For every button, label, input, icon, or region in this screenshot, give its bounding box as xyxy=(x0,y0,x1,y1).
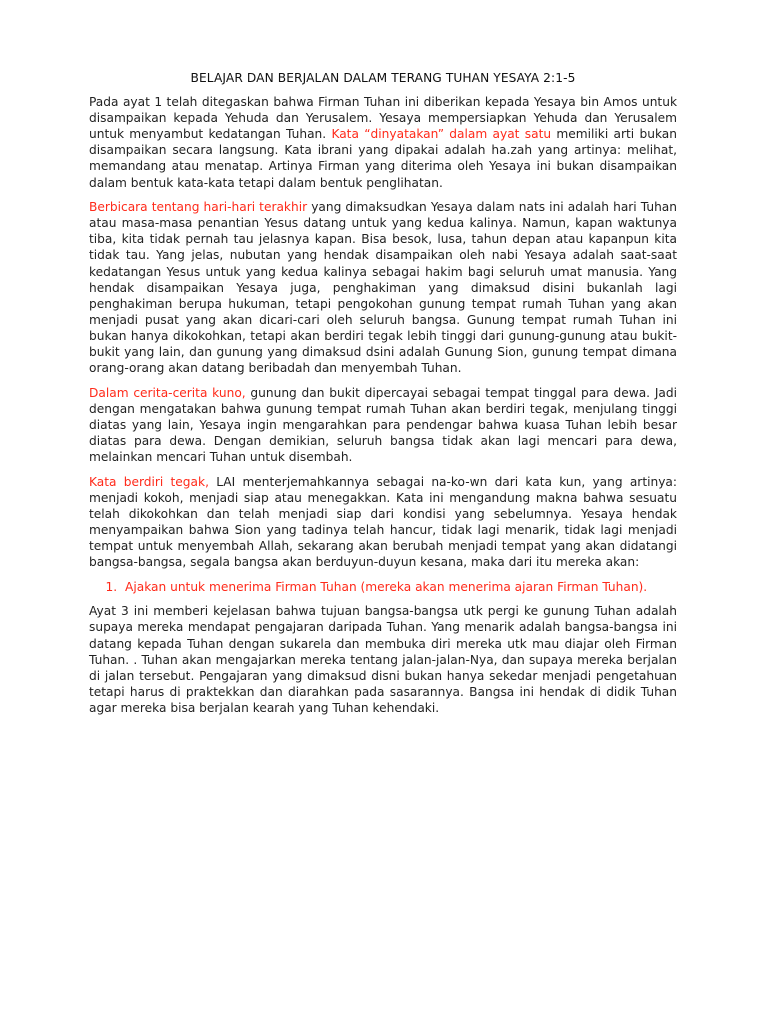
paragraph-4 xyxy=(89,474,677,571)
paragraph-4-text: LAI menterjemahkannya sebagai na-ko-wn dari kata kun, yang artinya: menjadi kokoh, menjadi siap atau menegakkan. Kata ini mengandung makna bahwa sesuatu telah dikokohkan dan telah menjadi siap dari kondisi yang sebelumnya. Yesaya hendak menyampaikan bahwa Sion yang tadinya telah hancur, tidak lagi menarik, tidak lagi menjadi tempat untuk menyembah Allah, sekarang akan berubah menjadi tempat yang akan didatangi bangsa-bangsa, segala bangsa akan berduyun-duyun kesana, maka dari itu mereka akan: xyxy=(89,474,677,570)
paragraph-4-lead: Kata berdiri tegak, xyxy=(89,474,209,489)
paragraph-3-lead: Dalam cerita-cerita kuno, xyxy=(89,385,246,400)
paragraph-1-text-after: memiliki arti bukan disampaikan secara langsung. Kata ibrani yang dipakai adalah ha.zah yang artinya: melihat, memandang atau menatap. Artinya Firman yang diterima oleh Yesaya ini bukan disampaikan dalam bentuk kata-kata tetapi dalam bentuk penglihatan. xyxy=(89,127,677,190)
paragraph-1 xyxy=(89,94,677,191)
list-item: 1. Ajakan untuk menerima Firman Tuhan (mereka akan menerima ajaran Firman Tuhan). xyxy=(121,579,677,595)
paragraph-1-text-before: Pada ayat 1 telah ditegaskan bahwa Firman Tuhan ini diberikan kepada Yesaya bin Amos untuk disampaikan kepada Yehuda dan Yerusalem. Yesaya mempersiapkan Yehuda dan Yerusalem untuk menyambut kedatangan Tuhan. xyxy=(89,95,677,142)
paragraph-3-text: gunung dan bukit dipercayai sebagai tempat tinggal para dewa. Jadi dengan mengatakan bahwa gunung tempat rumah Tuhan akan berdiri tegak, menjulang tinggi diatas yang lain, Yesaya ingin mengarahkan para pendengar bahwa kuasa Tuhan lebih besar diatas para dewa. Dengan demikian, seluruh bangsa tidak akan lagi mencari para dewa, melainkan mencari Tuhan untuk disembah. xyxy=(89,385,677,465)
closing-paragraph: Ayat 3 ini memberi kejelasan bahwa tujuan bangsa-bangsa utk pergi ke gunung Tuhan adalah supaya mereka mendapat pengajaran daripada Tuhan. Yang menarik adalah bangsa-bangsa ini datang kepada Tuhan dengan sukarela dan membuka diri mereka utk mau diajar oleh Firman Tuhan. . Tuhan akan mengajarkan mereka tentang jalan-jalan-Nya, dan supaya mereka berjalan di jalan tersebut. Pengajaran yang dimaksud disni bukan hanya sekedar menjadi pengetahuan tetapi harus di praktekkan dan diarahkan pada sasarannya. Bangsa ini hendak di didik Tuhan agar mereka bisa berjalan kearah yang Tuhan kehendaki. xyxy=(89,604,677,715)
document-title: BELAJAR DAN BERJALAN DALAM TERANG TUHAN YESAYA 2:1-5 xyxy=(190,71,576,85)
paragraph-2-lead: Berbicara tentang hari-hari terakhir xyxy=(89,200,308,215)
paragraph-2-text: yang dimaksudkan Yesaya dalam nats ini adalah hari Tuhan atau masa-masa penantian Yesus datang untuk yang kedua kalinya. Namun, kapan waktunya tiba, kita tidak pernah tau jelasnya kapan. Bisa besok, lusa, tahun depan atau kapanpun kita tidak tau. Yang jelas, nubutan yang hendak disampaikan oleh nabi Yesaya adalah saat-saat kedatangan Yesus untuk yang kedua kalinya sebagai hakim bagi seluruh umat manusia. Yang hendak disampaikan Yesaya juga, penghakiman yang dimaksud disini bukanlah lagi penghakiman berupa hukuman, tetapi pengokohan gunung tempat rumah Tuhan yang akan menjadi pusat yang akan dicari-cari oleh seluruh bangsa. Gunung tempat rumah Tuhan ini bukan hanya dikokohkan, tetapi akan berdiri tegak lebih tinggi dari gunung-gunung atau bukit-bukit yang lain, dan gunung yang dimaksud dsini adalah Gunung Sion, gunung tempat dimana orang-orang akan datang beribadah dan menyembah Tuhan. xyxy=(89,200,677,376)
document-page xyxy=(89,70,677,724)
paragraph-3 xyxy=(89,385,677,465)
paragraph-1-highlight: Kata “dinyatakan” dalam ayat satu xyxy=(331,127,552,142)
numbered-list xyxy=(89,579,677,595)
paragraph-2 xyxy=(89,199,677,376)
